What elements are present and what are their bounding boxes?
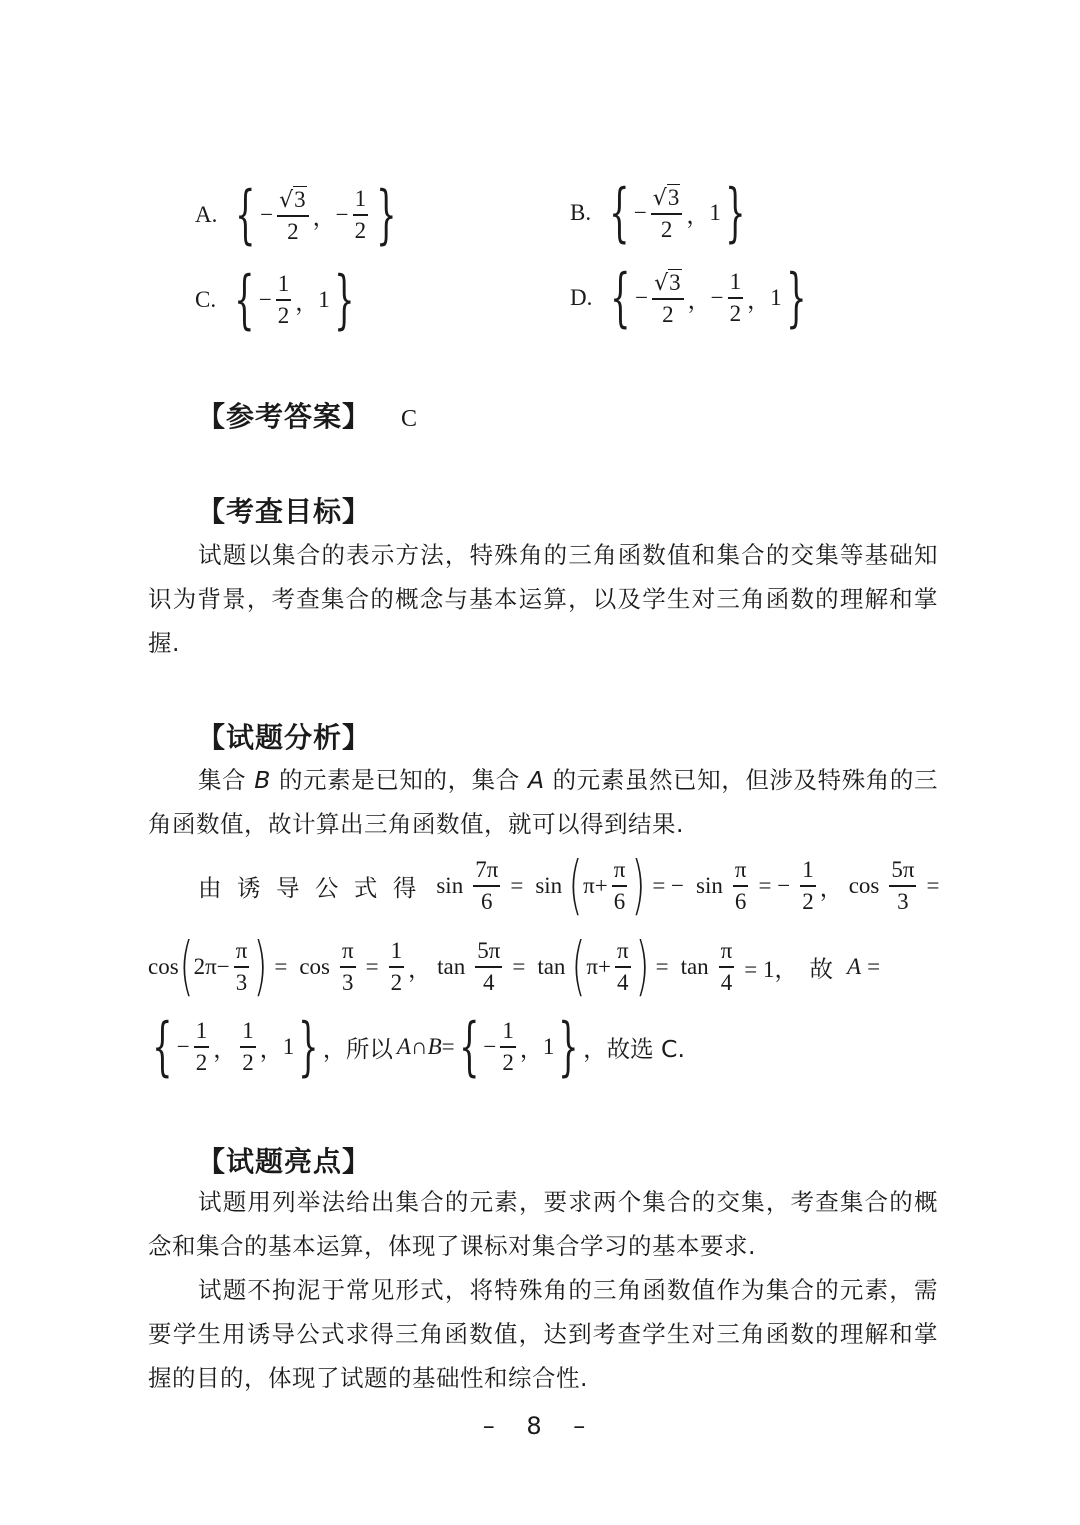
fraction	[234, 939, 250, 995]
minus-sign: −	[258, 287, 272, 312]
right-brace: }	[298, 1010, 319, 1084]
value: 1	[542, 1034, 555, 1059]
comma: ，	[322, 1036, 346, 1062]
radicand: 3	[667, 185, 680, 210]
fraction	[733, 858, 749, 914]
denominator: 2	[354, 217, 367, 243]
term: 2π−	[193, 954, 230, 979]
option-d	[570, 258, 810, 338]
minus-sign: −	[483, 1034, 497, 1059]
text: ，故选 C.	[583, 1035, 685, 1063]
fraction	[194, 1019, 210, 1075]
denominator: 2	[390, 969, 403, 995]
fraction	[800, 858, 816, 914]
numerator: π	[616, 938, 629, 964]
set-b: B	[427, 1034, 442, 1059]
left-brace: {	[610, 261, 631, 335]
fraction	[276, 272, 292, 328]
fn-cos: cos	[299, 954, 330, 979]
fraction	[612, 858, 628, 914]
term: π+	[586, 954, 611, 979]
numerator: 1	[729, 269, 742, 295]
equals: =	[510, 873, 524, 898]
sqrt-icon: √	[279, 188, 294, 214]
set-a: A	[527, 766, 545, 794]
radicand: 3	[669, 270, 681, 295]
equals: =	[926, 873, 940, 898]
denominator: 2	[802, 888, 814, 914]
numerator: 5π	[477, 938, 501, 964]
sqrt-icon: √	[654, 271, 669, 297]
fraction	[500, 1019, 516, 1075]
value: 1	[318, 287, 330, 312]
numerator: 1	[354, 186, 367, 212]
right-brace: }	[333, 263, 355, 337]
right-paren: )	[635, 930, 649, 1004]
analysis-paragraph	[148, 758, 938, 846]
option-label: C.	[195, 287, 217, 312]
equals: =	[441, 1034, 455, 1059]
denominator: 2	[287, 218, 299, 244]
comma: ，	[312, 204, 336, 230]
left-brace: {	[152, 1010, 173, 1084]
left-brace: {	[234, 263, 255, 337]
denominator: 2	[277, 302, 290, 328]
highlight-heading: 【试题亮点】	[197, 1145, 372, 1178]
numerator: 7π	[475, 857, 499, 883]
left-paren: (	[179, 930, 194, 1004]
option-label: B.	[570, 200, 592, 225]
minus-sign: −	[633, 200, 647, 225]
value: 1	[709, 200, 721, 225]
comma: ，	[519, 1036, 543, 1062]
left-brace: {	[609, 176, 630, 250]
denominator: 2	[662, 301, 674, 327]
term: π+	[583, 873, 608, 898]
right-brace: }	[785, 261, 807, 335]
minus-sign: −	[635, 285, 649, 310]
left-brace: {	[458, 1010, 480, 1084]
numerator: 1	[502, 1018, 514, 1044]
minus-sign: −	[176, 1034, 190, 1059]
comma: ，	[295, 289, 319, 315]
set-a: A	[847, 954, 862, 979]
comma: ，	[408, 956, 432, 982]
fraction	[389, 939, 405, 995]
denominator: 2	[195, 1049, 208, 1075]
denominator: 3	[235, 969, 248, 995]
text: 集合	[198, 766, 255, 794]
page-number: – 8 –	[482, 1412, 598, 1440]
denominator: 6	[481, 888, 493, 914]
fn-sin: sin	[436, 873, 464, 898]
text: 由 诱 导 公 式 得	[198, 874, 421, 902]
text: 的元素虽然已知，但涉及特殊角的三角函数值，故计算出三角函数值，就可以得到结果.	[148, 766, 938, 838]
option-label: D.	[570, 285, 593, 310]
numerator: 1	[802, 857, 814, 883]
option-a	[195, 175, 401, 255]
text: 的元素是已知的，集合	[270, 766, 528, 794]
fn-tan: tan	[680, 954, 709, 979]
right-brace: }	[376, 178, 397, 252]
equals: = −	[652, 873, 685, 898]
set-a: A	[396, 1034, 411, 1059]
fraction	[475, 939, 502, 995]
numerator: 1	[195, 1018, 208, 1044]
equals: = −	[758, 873, 791, 898]
sqrt-icon: √	[652, 186, 667, 212]
equals: =	[867, 954, 881, 979]
right-paren: )	[631, 849, 646, 923]
right-paren: )	[253, 930, 268, 1004]
comma: ，	[819, 875, 843, 901]
numerator: 1	[277, 271, 290, 297]
denominator: 6	[613, 888, 626, 914]
fraction	[340, 939, 356, 995]
fraction	[719, 939, 735, 995]
denominator: 2	[660, 216, 673, 242]
comma: ，	[687, 287, 711, 313]
fn-tan: tan	[537, 954, 566, 979]
fraction	[277, 186, 309, 244]
highlight-paragraph-1: 试题用列举法给出集合的元素，要求两个集合的交集，考查集合的概念和集合的基本运算，体现了课标对集合学习的基本要求.	[148, 1188, 938, 1260]
objective-heading: 【考查目标】	[197, 495, 372, 528]
fraction	[240, 1019, 256, 1075]
right-brace: }	[558, 1010, 579, 1084]
numerator: π	[720, 938, 733, 964]
denominator: 3	[897, 888, 909, 914]
formula-line-1	[198, 851, 945, 921]
left-paren: (	[572, 930, 586, 1004]
equals: =	[365, 954, 379, 979]
equals: =	[655, 954, 669, 979]
fraction	[652, 269, 684, 327]
denominator: 3	[342, 969, 354, 995]
objective-text: 试题以集合的表示方法，特殊角的三角函数值和集合的交集等基础知识为背景，考查集合的概念与基本运算，以及学生对三角函数的理解和掌握.	[148, 541, 938, 657]
radicand: 3	[294, 187, 306, 212]
fraction	[353, 187, 369, 243]
left-paren: (	[568, 849, 583, 923]
comma: ，	[747, 287, 771, 313]
numerator: 5π	[891, 857, 915, 883]
minus-sign: −	[710, 285, 724, 310]
denominator: 4	[720, 969, 733, 995]
fraction	[728, 270, 744, 326]
denominator: 2	[242, 1049, 254, 1075]
intersection-symbol: ∩	[410, 1034, 428, 1059]
fn-sin: sin	[535, 873, 563, 898]
minus-sign: −	[260, 202, 274, 227]
right-brace: }	[725, 176, 746, 250]
fraction	[889, 858, 916, 914]
denominator: 2	[502, 1049, 514, 1075]
numerator: 1	[242, 1018, 254, 1044]
minus-sign: −	[335, 202, 349, 227]
equals: =	[274, 954, 288, 979]
equals: =	[512, 954, 526, 979]
comma: ，	[686, 202, 710, 228]
fn-cos: cos	[848, 873, 880, 898]
text: 故	[809, 955, 834, 983]
numerator: π	[341, 938, 354, 964]
answer-heading: 【参考答案】	[197, 400, 372, 433]
value: 1	[282, 1034, 295, 1059]
left-brace: {	[235, 178, 256, 252]
comma: ，	[213, 1036, 237, 1062]
set-b: B	[254, 766, 271, 794]
denominator: 4	[617, 969, 629, 995]
fn-tan: tan	[437, 954, 466, 979]
text: 所以	[345, 1035, 393, 1063]
fraction	[473, 858, 500, 914]
analysis-heading: 【试题分析】	[197, 721, 372, 754]
numerator: π	[613, 857, 626, 883]
fn-cos: cos	[148, 954, 179, 979]
comma: ，	[259, 1036, 283, 1062]
denominator: 2	[729, 300, 742, 326]
fn-sin: sin	[696, 873, 723, 898]
highlight-paragraph-2: 试题不拘泥于常见形式，将特殊角的三角函数值作为集合的元素，需要学生用诱导公式求得三角函数值，达到考查学生对三角函数的理解和掌握的目的，体现了试题的基础性和综合性.	[148, 1276, 938, 1392]
numerator: π	[734, 857, 747, 883]
formula-line-2	[148, 932, 886, 1002]
numerator: 1	[390, 938, 403, 964]
formula-line-3	[148, 1012, 685, 1082]
answer-section	[197, 395, 418, 435]
equals: = 1，	[744, 956, 798, 982]
option-b	[570, 173, 750, 253]
answer-value: C	[401, 406, 419, 432]
fraction	[651, 184, 683, 242]
numerator: π	[235, 938, 248, 964]
denominator: 4	[483, 969, 495, 995]
option-c	[195, 260, 359, 340]
value: 1	[770, 285, 782, 310]
option-label: A.	[195, 202, 218, 227]
denominator: 6	[734, 888, 747, 914]
fraction	[615, 939, 631, 995]
